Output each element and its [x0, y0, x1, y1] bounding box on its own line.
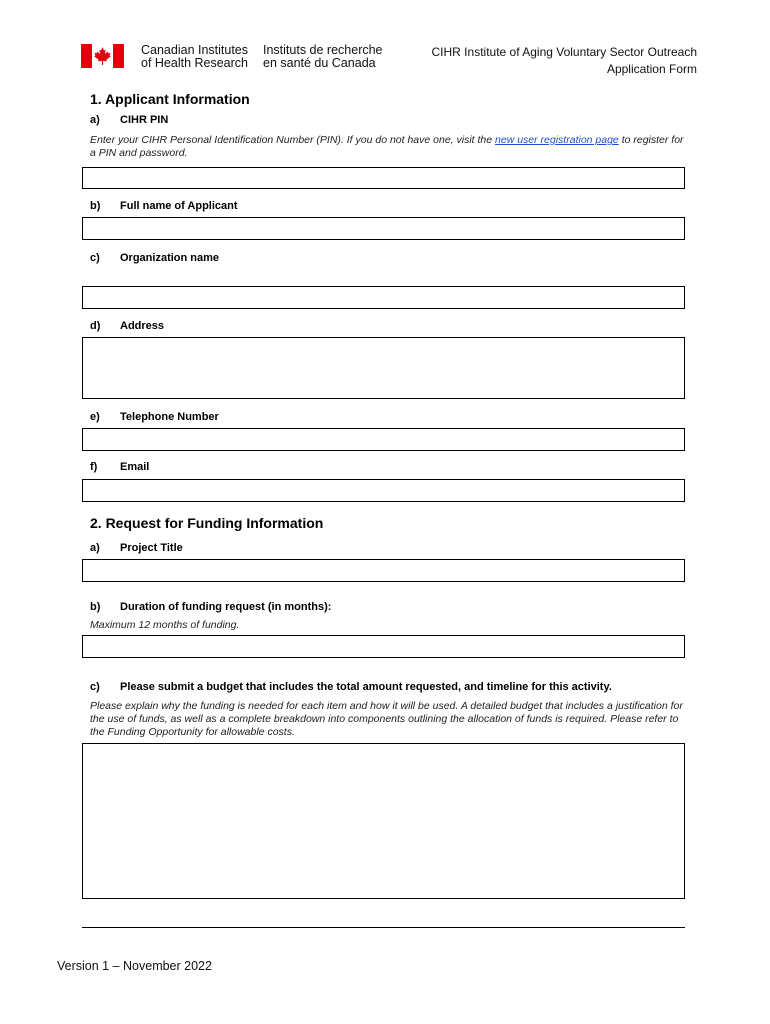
project-title-input[interactable] [82, 559, 685, 582]
organization-label [90, 252, 219, 264]
telephone-input[interactable] [82, 428, 685, 451]
pin-label [90, 114, 168, 126]
footer-divider [82, 927, 685, 928]
full-name-label [90, 200, 238, 212]
email-label [90, 461, 149, 473]
org-name-french-line2: en santé du Canada [263, 55, 376, 70]
project-title-label-text: Project Title [120, 542, 183, 554]
pin-note-before: Enter your CIHR Personal Identification Number (PIN). If you do not have one, visit the [90, 134, 496, 146]
organization-label-text: Organization name [120, 252, 220, 264]
project-title-letter: a) [90, 542, 100, 554]
telephone-label [90, 411, 219, 423]
telephone-label-text: Telephone Number [120, 411, 219, 423]
org-name-english [141, 44, 248, 69]
duration-label-text: Duration of funding request (in months): [120, 601, 332, 613]
org-name-english-line2: of Health Research [141, 55, 249, 70]
canada-flag-logo [81, 44, 124, 68]
org-name-french-line1: Instituts de recherche [263, 43, 383, 57]
pin-note-after: to register for a PIN and password. [90, 134, 684, 159]
telephone-letter: e) [90, 411, 100, 423]
full-name-label-text: Full name of Applicant [120, 200, 238, 212]
budget-input[interactable] [82, 743, 685, 899]
budget-label [90, 681, 612, 693]
footer-version: Version 1 – November 2022 [57, 959, 212, 973]
budget-label-text: Please submit a budget that includes the total amount requested, and timeline for this activity. [120, 681, 612, 693]
form-title-line1: CIHR Institute of Aging Voluntary Sector Outreach [431, 45, 697, 59]
address-label [90, 320, 164, 332]
duration-note: Maximum 12 months of funding. [90, 619, 240, 631]
email-letter: f) [90, 461, 98, 473]
form-title-line2: Application Form [606, 62, 697, 76]
duration-input[interactable] [82, 635, 685, 658]
address-letter: d) [90, 320, 101, 332]
pin-label-text: CIHR PIN [120, 114, 169, 126]
address-label-text: Address [120, 320, 165, 332]
address-input[interactable] [82, 337, 685, 399]
email-input[interactable] [82, 479, 685, 502]
registration-link[interactable]: new user registration page [495, 134, 619, 146]
pin-instructions [90, 134, 690, 160]
form-title [432, 44, 697, 78]
section1-heading: 1. Applicant Information [90, 91, 250, 107]
pin-letter: a) [90, 114, 100, 126]
duration-label [90, 601, 331, 613]
org-name-english-line1: Canadian Institutes [141, 43, 249, 57]
full-name-letter: b) [90, 200, 101, 212]
organization-input[interactable] [82, 286, 685, 309]
section2-heading: 2. Request for Funding Information [90, 515, 324, 531]
duration-letter: b) [90, 601, 101, 613]
budget-letter: c) [90, 681, 100, 693]
org-name-french [263, 44, 383, 69]
full-name-input[interactable] [82, 217, 685, 240]
email-label-text: Email [120, 461, 150, 473]
pin-input[interactable] [82, 167, 685, 189]
organization-letter: c) [90, 252, 100, 264]
project-title-label [90, 542, 183, 554]
budget-instructions: Please explain why the funding is needed for each item and how it will be used. A detailed budget that includes a justification for the use of funds, as well as a complete breakdown into components outlining the allocation of funds is required. Please refer to the Funding Opportunity for allowable costs. [90, 700, 683, 738]
